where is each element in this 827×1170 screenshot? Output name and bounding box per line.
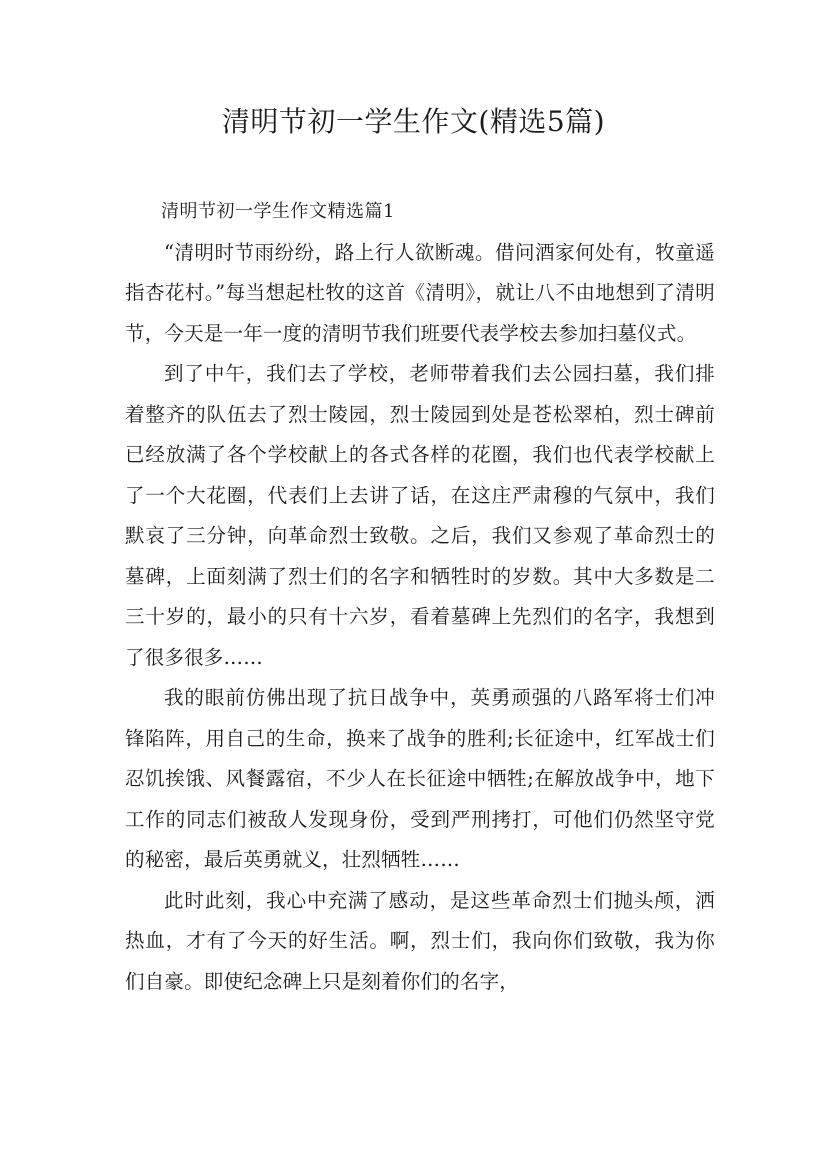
paragraph-1: “清明时节雨纷纷，路上行人欲断魂。借问酒家何处有，牧童遥指杏花村。”每当想起杜牧的这首《清明》，就让八不由地想到了清明节，今天是一年一度的清明节我们班要代表学校去参加扫墓仪式。 xyxy=(125,240,715,345)
paragraph-3: 我的眼前仿佛出现了抗日战争中，英勇顽强的八路军将士们冲锋陷阵，用自己的生命，换来了战争的胜利;长征途中，红军战士们忍饥挨饿、风餐露宿，不少人在长征途中牺牲;在解放战争中，地下工作的同志们被敌人发现身份，受到严刑拷打，可他们仍然坚守党的秘密，最后英勇就义，壮烈牺牲…… xyxy=(125,686,715,871)
document-title: 清明节初一学生作文(精选5篇) xyxy=(221,105,606,138)
section-heading: 清明节初一学生作文精选篇1 xyxy=(161,201,395,222)
paragraph-2: 到了中午，我们去了学校，老师带着我们去公园扫墓，我们排着整齐的队伍去了烈士陵园，烈士陵园到处是苍松翠柏，烈士碑前已经放满了各个学校献上的各式各样的花圈，我们也代表学校献上了一个大花圈，代表们上去讲了话，在这庄严肃穆的气氛中，我们默哀了三分钟，向革命烈士致敬。之后，我们又参观了革命烈士的墓碑，上面刻满了烈士们的名字和牺牲时的岁数。其中大多数是二三十岁的，最小的只有十六岁，看着墓碑上先烈们的名字，我想到了很多很多…… xyxy=(125,362,715,669)
document-body xyxy=(125,192,715,1002)
paragraph-4: 此时此刻，我心中充满了感动，是这些革命烈士们抛头颅，洒热血，才有了今天的好生活。啊，烈士们，我向你们致敬，我为你们自豪。即使纪念碑上只是刻着你们的名字， xyxy=(125,888,715,993)
